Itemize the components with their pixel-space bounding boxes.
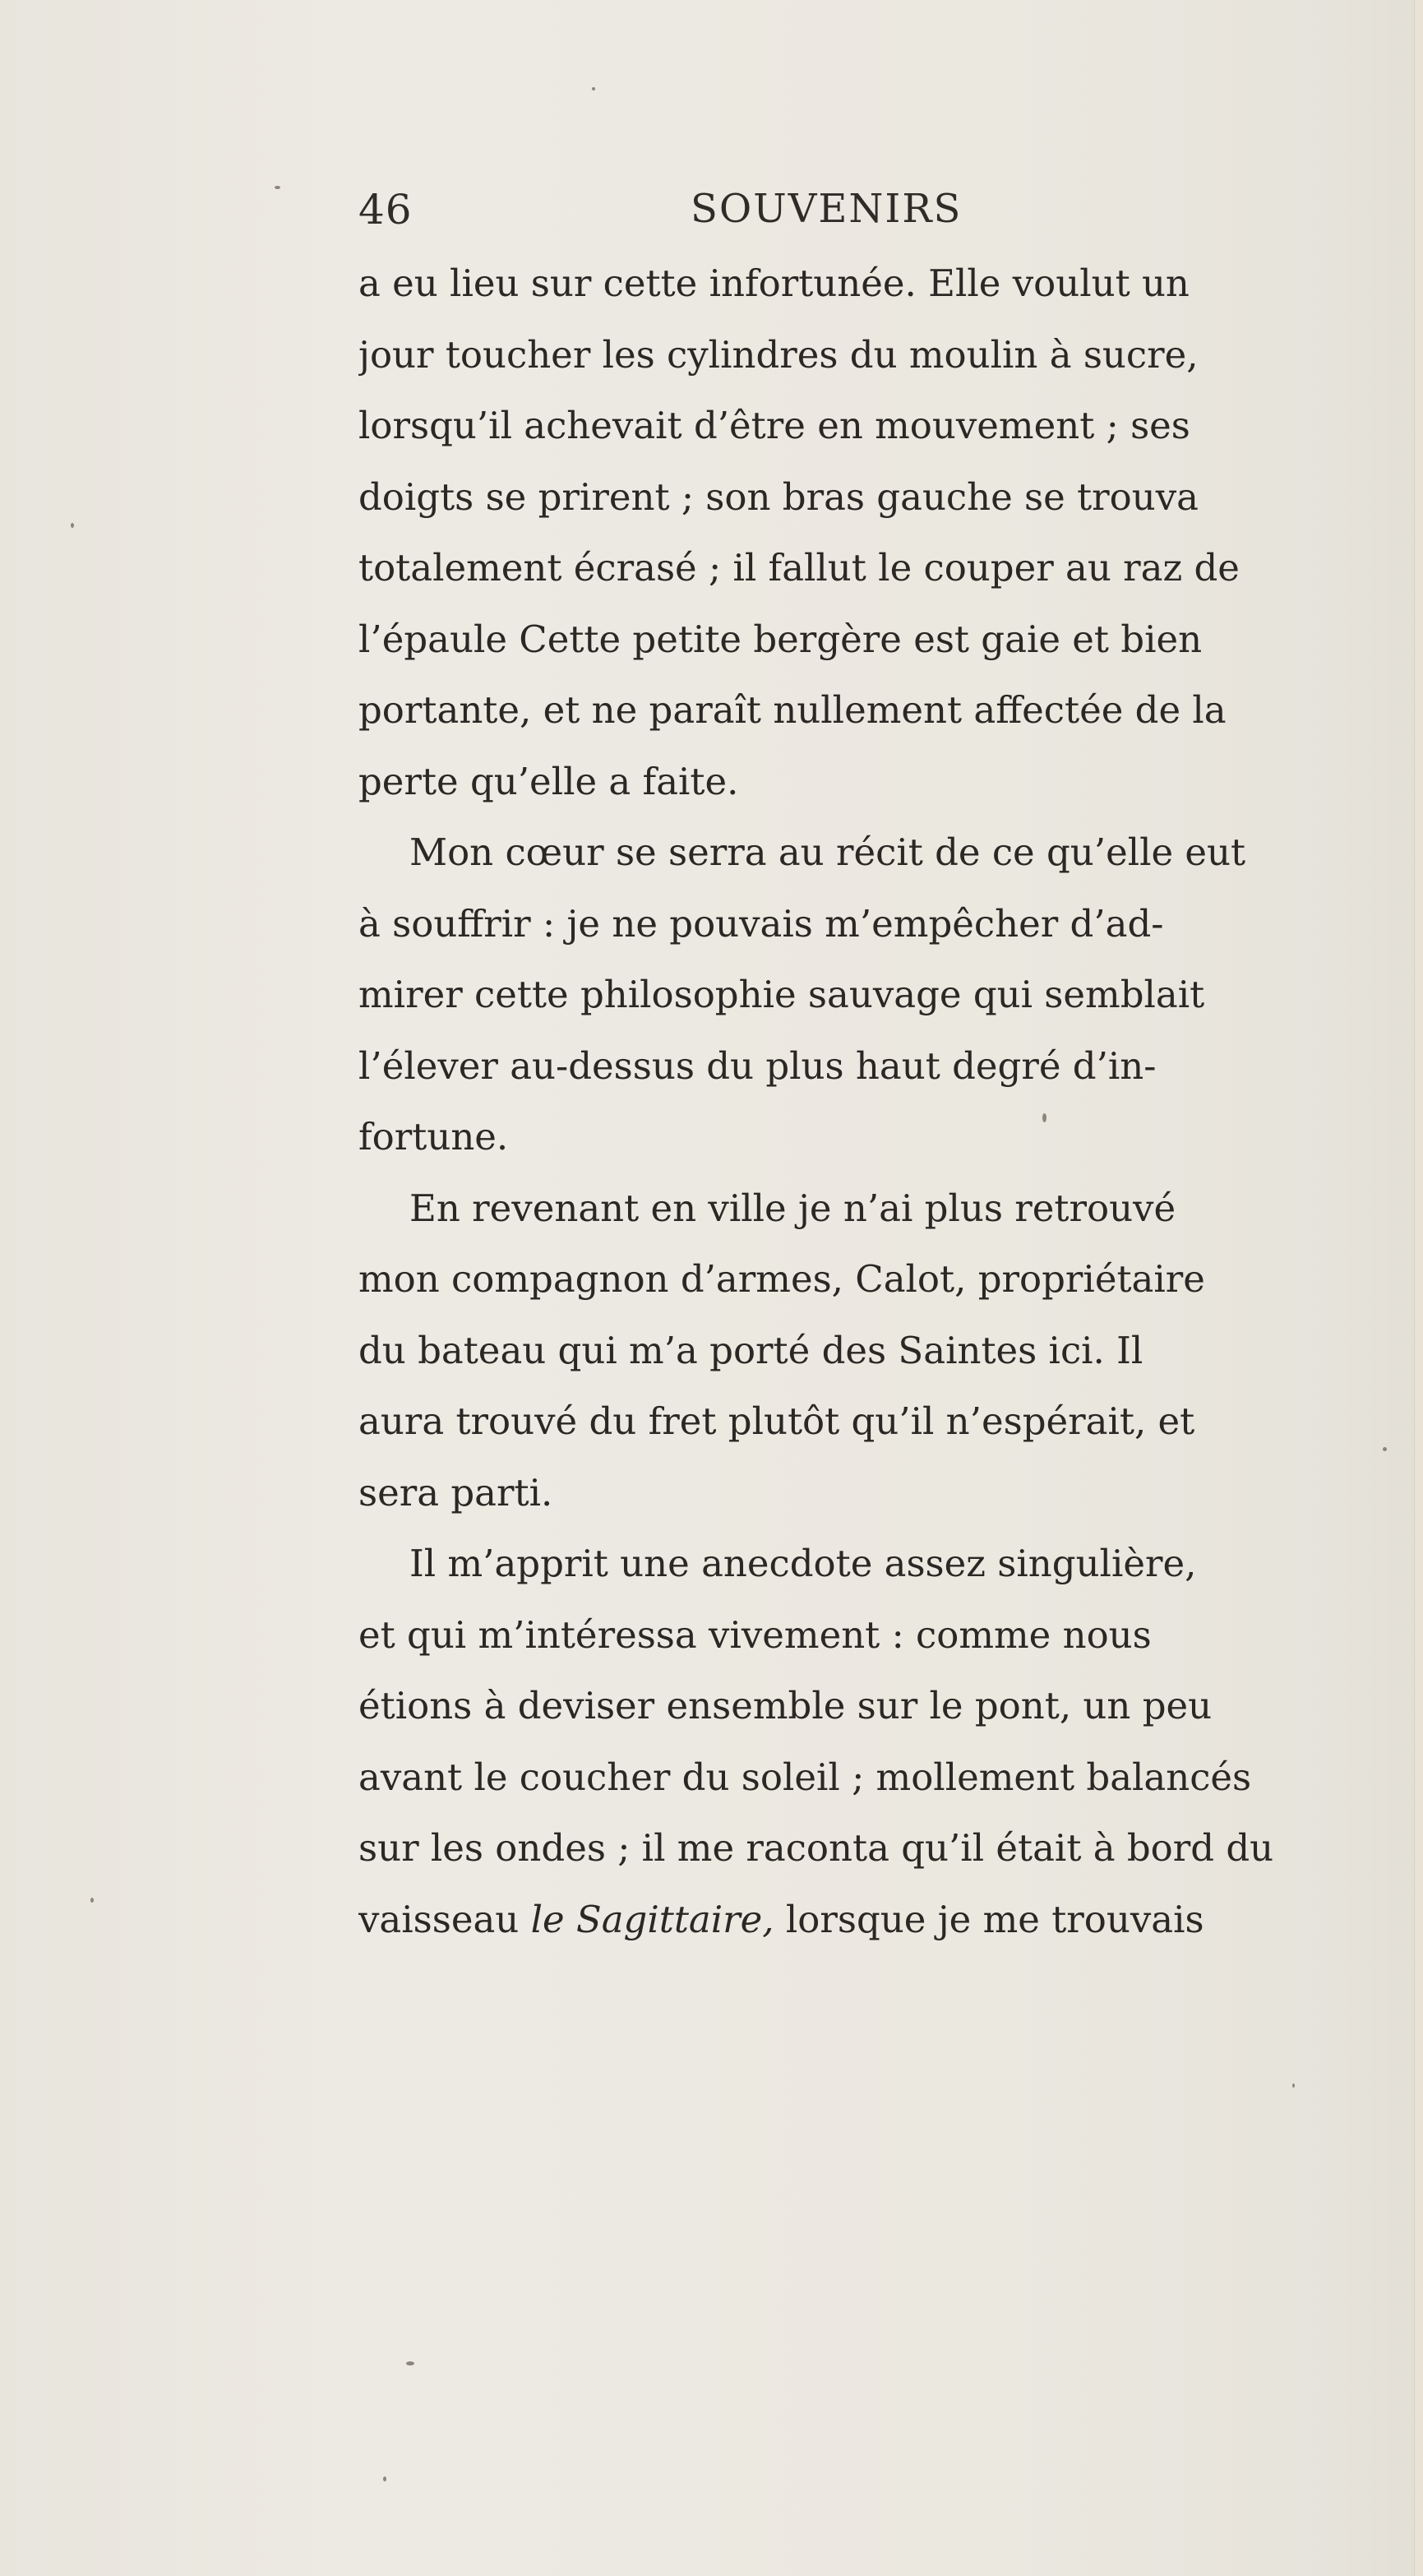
text-line: l’élever au-dessus du plus haut degré d’in- (358, 1043, 1157, 1088)
text-line: doigts se prirent ; son bras gauche se trouva (358, 474, 1199, 519)
text-segment: vaisseau (358, 1897, 531, 1941)
text-line: sur les ondes ; il me raconta qu’il était à bord du (358, 1826, 1274, 1870)
text-line: aura trouvé du fret plutôt qu’il n’espérait, et (358, 1399, 1195, 1443)
body-text (358, 248, 1319, 1955)
paper-speck (71, 523, 74, 528)
text-line: perte qu’elle a faite. (358, 759, 739, 803)
text-line: mon compagnon d’armes, Calot, propriétaire (358, 1257, 1205, 1301)
paragraph-first-line: Mon cœur se serra au récit de ce qu’elle eut (409, 830, 1246, 874)
paragraph-first-line: En revenant en ville je n’ai plus retrouvé (409, 1186, 1176, 1230)
text-line: du bateau qui m’a porté des Saintes ici. Il (358, 1328, 1143, 1372)
text-line: avant le coucher du soleil ; mollement balancés (358, 1755, 1252, 1799)
text-line: portante, et ne paraît nullement affectée de la (358, 688, 1227, 732)
paper-speck (406, 2361, 414, 2366)
paper-speck (1383, 1447, 1387, 1451)
paper-speck (383, 2477, 386, 2481)
text-line-last (358, 1885, 1319, 1956)
running-title: SOUVENIRS (691, 186, 963, 232)
text-line: étions à deviser ensemble sur le pont, un peu (358, 1684, 1213, 1727)
text-line: jour toucher les cylindres du moulin à sucre, (358, 332, 1199, 377)
text-line: et qui m’intéressa vivement : comme nous (358, 1612, 1152, 1657)
paper-speck (90, 1898, 94, 1903)
text-line: sera parti. (358, 1470, 553, 1515)
text-line: à souffrir : je ne pouvais m’empêcher d’ad- (358, 901, 1164, 946)
ship-name-italic: le Sagittaire, (530, 1897, 774, 1941)
text-line: mirer cette philosophie sauvage qui semblait (358, 973, 1205, 1016)
page-number: 46 (358, 186, 413, 234)
paper-speck (275, 186, 280, 189)
paragraph-first-line: Il m’apprit une anecdote assez singulière, (409, 1542, 1197, 1585)
paper-speck (1292, 2083, 1295, 2088)
page-edge (1414, 0, 1423, 2576)
paper-speck (592, 87, 595, 90)
text-line: totalement écrasé ; il fallut le couper au raz de (358, 546, 1240, 590)
text-segment: lorsque je me trouvais (774, 1897, 1204, 1941)
text-line: a eu lieu sur cette infortunée. Elle voulut un (358, 261, 1190, 305)
text-line: fortune. (358, 1115, 509, 1159)
text-line: l’épaule Cette petite bergère est gaie et bien (358, 617, 1203, 661)
running-header (358, 179, 1319, 245)
text-line: lorsqu’il achevait d’être en mouvement ; ses (358, 404, 1190, 447)
